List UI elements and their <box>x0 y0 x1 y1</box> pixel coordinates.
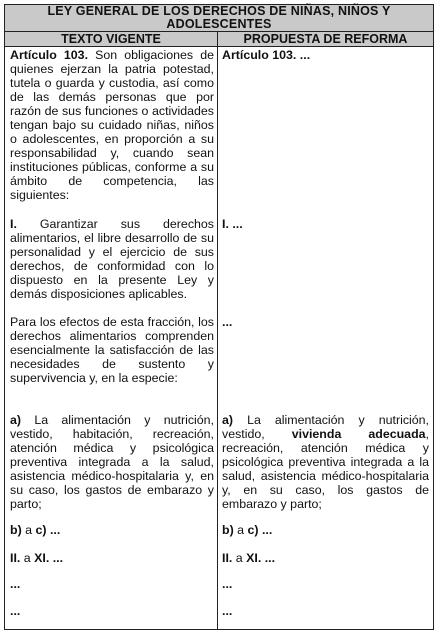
right-ellipsis-1: ... <box>222 577 233 591</box>
right-inciso-a-reform: vivienda adecuada <box>291 427 426 441</box>
right-inciso-a <box>222 413 429 511</box>
right-inciso-a-label: a) <box>222 413 234 427</box>
title-line-2: ADOLESCENTES <box>166 17 272 31</box>
column-header-propuesta-reforma: PROPUESTA DE REFORMA <box>218 32 433 47</box>
left-article-103 <box>10 48 214 202</box>
left-article-label: Artículo 103. <box>10 48 89 62</box>
title-line-1: LEY GENERAL DE LOS DERECHOS DE NIÑAS, NIÑOS Y <box>47 4 391 18</box>
left-fraction-i-label: I. <box>10 217 17 231</box>
comparison-table <box>4 4 434 630</box>
left-inciso-a <box>10 413 214 511</box>
table-title <box>5 5 433 32</box>
left-article-text: Son obligaciones de quienes ejerzan la patria potestad, tutela o guarda y custodia, así como de las demás personas que por razón de sus funciones o actividades tengan bajo su cuidado niñas, niños o adolescentes, en proporción a su responsabilidad y, cuando sean instituciones públicas, conforme a su ámbito de competencia, las siguientes: <box>10 48 214 202</box>
right-paragraph-ellipsis: ... <box>222 315 233 329</box>
left-fraction-i <box>10 217 214 301</box>
right-inciso-a-text-1: La alimentación y nutrición, vestido, <box>222 413 429 441</box>
right-fractions-ii-xi: II. a XI. ... <box>222 551 276 565</box>
left-fraction-i-text: Garantizar sus derechos alimentarios, el libre desarrollo de su personalidad y el ejercicio de sus derechos, de conformidad con lo dispuesto en la presente Ley y demás disposiciones aplicables. <box>10 217 214 301</box>
left-ellipsis-2: ... <box>10 604 21 618</box>
left-inciso-a-text: La alimentación y nutrición, vestido, habitación, recreación, atención médica y psicológica preventiva integrada a la salud, asistencia médico-hospitalaria y, en su caso, los gastos de embarazo y parto; <box>10 413 214 511</box>
right-fraction-i: I. ... <box>222 217 243 231</box>
right-incisos-b-c: b) a c) ... <box>222 523 273 537</box>
right-ellipsis-2: ... <box>222 604 233 618</box>
left-fractions-ii-xi: II. a XI. ... <box>10 551 64 565</box>
left-paragraph-derechos-alimentarios: Para los efectos de esta fracción, los derechos alimentarios comprenden esencialmente la satisfacción de las necesidades de sustento y supervivencia y, en la especie: <box>10 315 214 385</box>
left-inciso-a-label: a) <box>10 413 22 427</box>
left-incisos-b-c: b) a c) ... <box>10 523 61 537</box>
left-ellipsis-1: ... <box>10 577 21 591</box>
right-article-103: Artículo 103. ... <box>222 48 311 62</box>
column-header-texto-vigente: TEXTO VIGENTE <box>5 32 218 47</box>
column-divider <box>217 47 218 629</box>
right-inciso-a-text-2: , recreación, atención médica y psicológica preventiva integrada a la salud, asistencia médico-hospitalaria y, en su caso, los gastos de embarazo y parto; <box>222 427 429 511</box>
